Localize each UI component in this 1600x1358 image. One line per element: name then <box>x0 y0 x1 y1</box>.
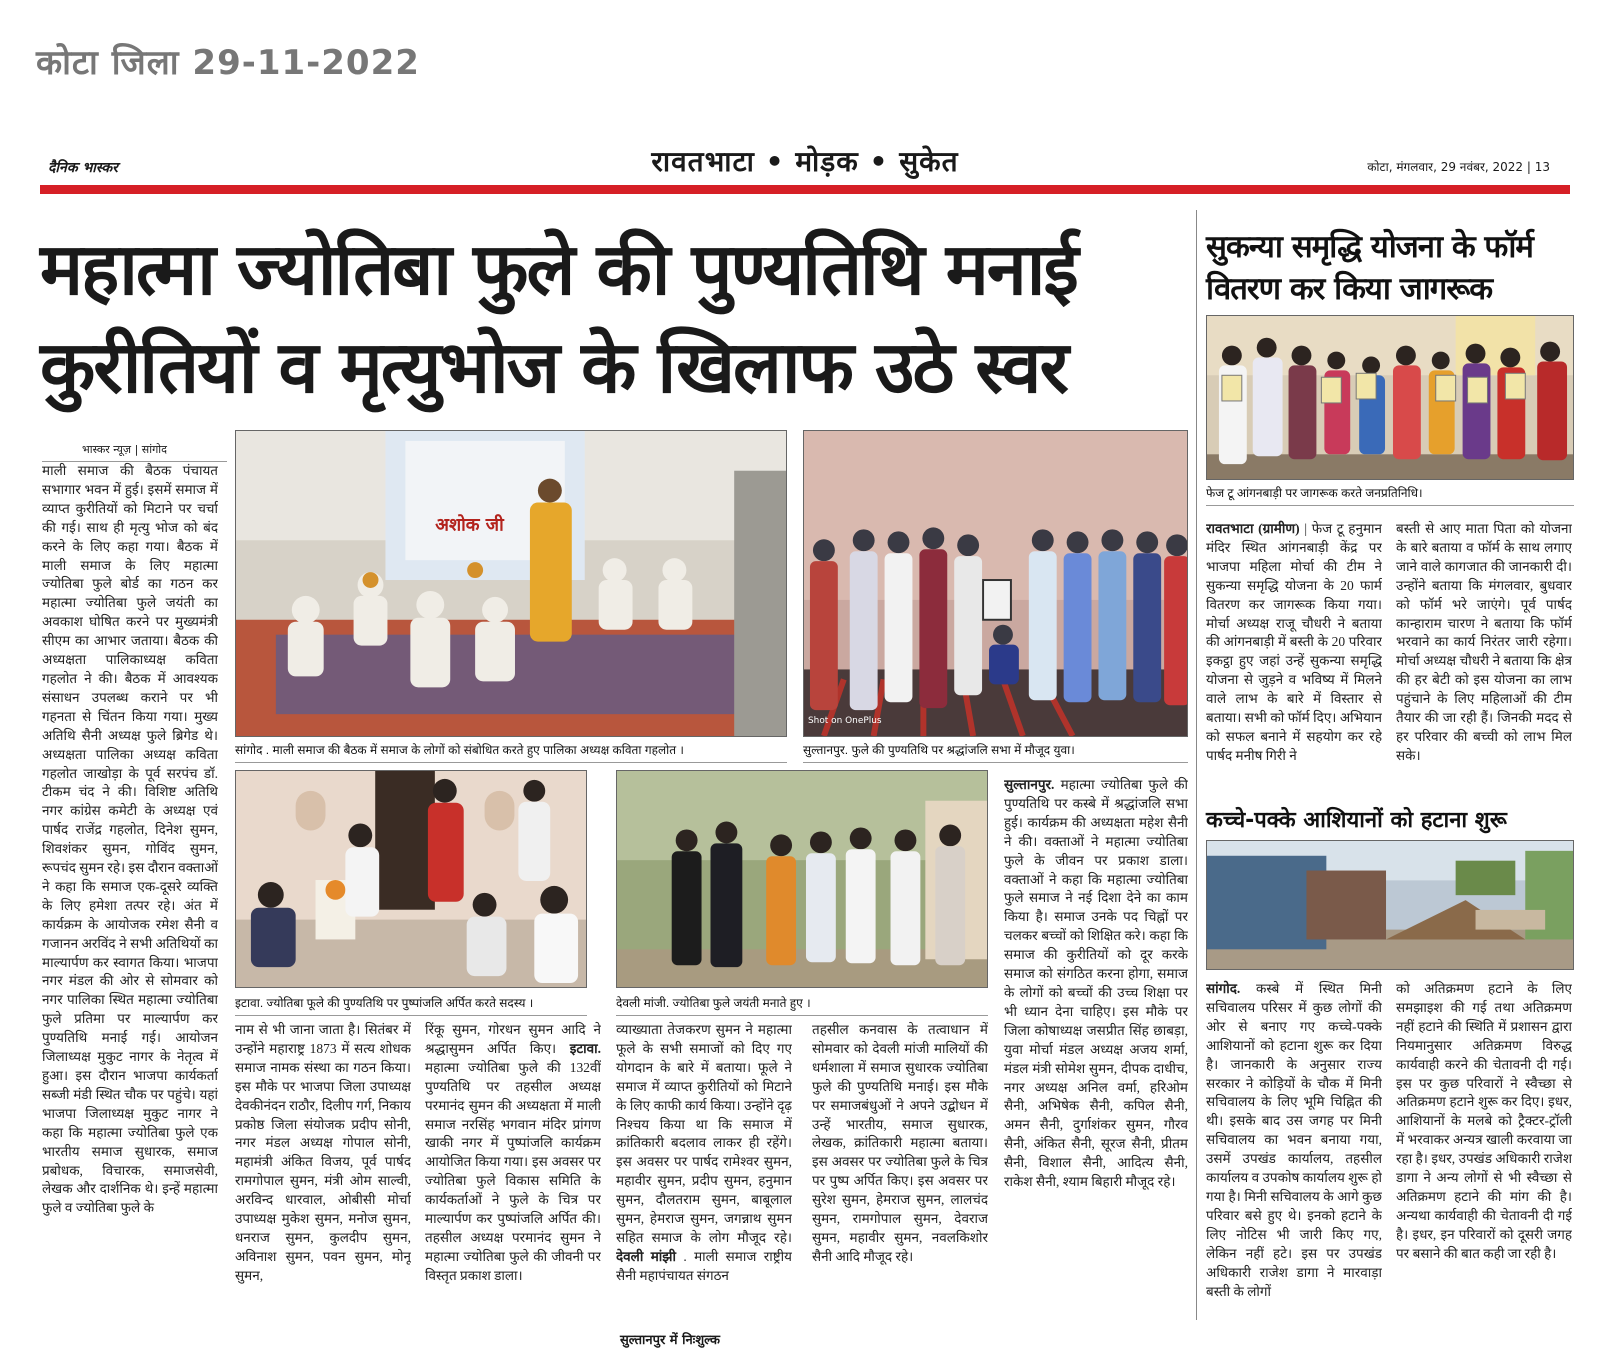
dateline: कोटा, मंगलवार, 29 नवंबर, 2022 | 13 <box>1367 160 1550 174</box>
bottom-teaser: सुल्तानपुर में निःशुल्क <box>620 1333 720 1348</box>
photo-anganwadi <box>1206 315 1574 480</box>
main-story-col-3 <box>425 1021 601 1320</box>
caption-photo-2: सुल्तानपुर. फुले की पुण्यतिथि पर श्रद्धांजलि सभा में मौजूद युवा। <box>803 741 1188 763</box>
side-story-1-col-2: बस्ती से आए माता पिता को योजना के बारे बताया व फॉर्म के साथ लगाए जाने वाले कागजात की जानकारी दी। उन्होंने बताया कि मंगलवार, बुधवार को फॉर्म भरे जाएंगे। पूर्व पार्षद कान्हाराम चारण ने बताया कि फॉर्म भरवाने का कार्य निरंतर जारी रहेगा। मोर्चा अध्यक्ष चौधरी ने बताया कि क्षेत्र की हर बेटी को इस योजना का लाभ पहुंचाने के लिए महिलाओं की टीम तैयार की जा रही हैं। जिनकी मदद से हर परिवार की बच्ची को लाभ मिल सके। <box>1396 521 1572 763</box>
newspaper-brand: दैनिक भास्कर <box>48 160 118 176</box>
main-story-col-5: तहसील कनवास के तत्वाधान में सोमवार को देवली मांजी मालियों की धर्मशाला में समाज सुधारक ज्योतिबा फुले की पुण्यतिथि मनाई। इस मौके पर समाजबंधुओं ने अपने उद्बोधन में उन्हें भारतीय, समाज सुधारक, लेखक, क्रांतिकारी महात्मा बताया। इस अवसर पर ज्योतिबा फुले के चित्र पर पुष्प अर्पित किए। इस अवसर पर सुरेश सुमन, हेमराज सुमन, लालचंद सुमन, रामगोपाल सुमन, देवराज सुमन, महावीर सुमन, नवलकिशोर सैनी आदि मौजूद रहे। <box>812 1022 988 1264</box>
section-title: रावतभाटा • मोड़क • सुकेत <box>651 145 959 178</box>
masthead <box>40 142 1570 182</box>
main-story-col-6 <box>1004 776 1188 1320</box>
caption-photo-1: सांगोद . माली समाज की बैठक में समाज के लोगों को संबोधित करते हुए पालिका अध्यक्ष कविता गहलोत । <box>235 741 787 763</box>
caption-photo-4: देवली मांजी. ज्योतिबा फुले जयंती मनाते हुए । <box>616 994 988 1016</box>
col3-pre: रिंकू सुमन, गोरधन सुमन आदि ने श्रद्धासुमन अर्पित किए। <box>425 1022 601 1056</box>
caption-photo-3: इटावा. ज्योतिबा फूले की पुण्यतिथि पर पुष्पांजलि अर्पित करते सदस्य । <box>235 994 587 1016</box>
headline-line-1: महात्मा ज्योतिबा फुले की पुण्यतिथि मनाई <box>40 227 1077 311</box>
headline-line-2: कुरीतियों व मृत्युभोज के खिलाफ उठे स्वर <box>40 325 1067 409</box>
main-story-col-2: नाम से भी जाना जाता है। सितंबर में उन्होंने महाराष्ट्र 1873 में सत्य शोधक समाज नामक संस्था का गठन किया। इस मौके पर भाजपा जिला उपाध्यक्ष देवकीनंदन राठौर, दिलीप गर्ग, निकाय प्रकोष्ठ जिला संयोजक प्रदीप सोनी, नगर मंडल अध्यक्ष गोपाल सोनी, महामंत्री अंकित विजय, पूर्व पार्षद रामगोपाल सुमन, मंत्री ओम साल्वी, अरविन्द धारवाल, ओबीसी मोर्चा उपाध्यक्ष मुकेश सुमन, मनोज सुमन, धनराज सुमन, कुलदीप सुमन, अविनाश सुमन, पवन सुमन, मोनू सुमन, <box>235 1022 411 1283</box>
photo-encroachment-removal <box>1206 840 1574 970</box>
main-headline <box>40 220 1190 416</box>
dateline-devli-manjhi: देवली मांझी <box>616 1248 676 1264</box>
side-1-col1-body: | फेज टू हनुमान मंदिर स्थित आंगनबाड़ी केंद्र पर भाजपा महिला मोर्चा की टीम ने सुकन्या समृद्धि योजना के 20 फार्म वितरण कर जागरूक किया गया। मोर्चा अध्यक्ष राजू चौधरी ने बताया की आंगनबाड़ी में बस्ती के 20 परिवार इकट्ठा हुए जहां उन्हें सुकन्या समृद्धि योजना से जुड़ने व भविष्य में मिलने वाले लाभ के बारे में विस्तार से बताया। सभी को फॉर्म दिए। अभियान को सफल बनाने में सहयोग कर रहे पार्षद मनीष गिरी ने <box>1206 521 1382 763</box>
main-story-col-1: माली समाज की बैठक पंचायत सभागार भवन में हुई। इसमें समाज में व्याप्त कुरीतियों को मिटाने पर चर्चा की गई। साथ ही मृत्यु भोज को बंद करने के लिए कहा गया। बैठक में माली समाज के लिए महात्मा ज्योतिबा फुले बोर्ड का गठन कर महात्मा ज्योतिबा फुले जयंती का अवकाश घोषित करने पर मुख्यमंत्री सीएम का आभार जताया। बैठक की अध्यक्षता पालिकाध्यक्ष कविता गहलोत ने की। बैठक में आवश्यक संसाधन उपलब्ध कराने पर भी गहनता से चिंतन किया गया। मुख्य अतिथि सैनी अध्यक्ष फुले ब्रिगेड थे। अध्यक्षता पालिका अध्यक्ष कविता गहलोत जाखोड़ा के पूर्व सरपंच डॉ. टीकम चंद ने की। विशिष्ट अतिथि नगर कांग्रेस कमेटी के अध्यक्ष एवं पार्षद राजेंद्र गहलोत, दिनेश सुमन, शिवशंकर सुमन, गोविंद सुमन, रूपचंद सुमन रहे। इस दौरान वक्ताओं ने कहा कि समाज एक-दूसरे व्यक्ति के लिए हमेशा तत्पर रहे। अंत में कार्यक्रम के आयोजक रमेश सैनी व गजानन अरविंद ने सभी अतिथियों का माल्यार्पण कर स्वागत किया। भाजपा नगर मंडल की ओर से सोमवार को नगर पालिका स्थित महात्मा ज्योतिबा फुले प्रतिमा पर माल्यार्पण कर पुण्यतिथि मनाई गई। आयोजन जिलाध्यक्ष मुकुट नागर के नेतृत्व में हुआ। इस दौरान भाजपा कार्यकर्ता सब्जी मंडी स्थित चौक पर पहुंचे। यहां भाजपा जिलाध्यक्ष मुकुट नागर ने कहा कि महात्मा ज्योतिबा फुले एक भारतीय समाज सुधारक, समाज प्रबोधक, विचारक, समाजसेवी, लेखक और दार्शनिक थे। इन्हें महात्मा फुले व ज्योतिबा फुले के <box>42 463 218 1216</box>
col3-body: महात्मा ज्योतिबा फुले की 132वीं पुण्यतिथि पर तहसील अध्यक्ष परमानंद सुमन की अध्यक्षता में माली समाज नरसिंह भगवान मंदिर प्रांगण खाकी नगर में पुष्पांजलि कार्यक्रम आयोजित किया गया। इस अवसर पर ज्योतिबा फुले विकास समिति के कार्यकर्ताओं ने फुले के चित्र पर माल्यार्पण कर पुष्पांजलि अर्पित की। तहसील अध्यक्ष परमानंद सुमन ने महात्मा ज्योतिबा फुले की जीवनी पर विस्तृत प्रकाश डाला। <box>425 1059 601 1283</box>
byline: भास्कर न्यूज़ | सांगोद <box>42 440 227 462</box>
side-story-1-col-1 <box>1206 520 1382 790</box>
main-story-col-4 <box>616 1021 792 1320</box>
col6-body: महात्मा ज्योतिबा फुले की पुण्यतिथि पर कस्बे में श्रद्धांजलि सभा हुई। कार्यक्रम की अध्यक्षता महेश सैनी ने की। वक्ताओं ने महात्मा ज्योतिबा फुले के जीवन पर प्रकाश डाला। वक्ताओं ने कहा कि महात्मा ज्योतिबा फुले समाज ने नई दिशा देने का काम किया है। समाज उनके पद चिह्नों पर चलकर बच्चों को शिक्षित करे। कहा कि समाज की कुरीतियों को दूर करके समाज को संगठित करना होगा, समाज के लोगों को बच्चों की उच्च शिक्षा पर भी ध्यान देना चाहिए। इस मौके पर जिला कोषाध्यक्ष जसप्रीत सिंह छाबड़ा, युवा मोर्चा मंडल अध्यक्ष अजय शर्मा, मंडल मंत्री सोमेश सुमन, दीपक दाधीच, नगर अध्यक्ष अनिल वर्मा, हरिओम सैनी, अभिषेक सैनी, कपिल सैनी, अमन सैनी, दुर्गाशंकर सुमन, गौरव सैनी, अंकित सैनी, सूरज सैनी, प्रीतम सैनी, विशाल सैनी, आदित्य सैनी, राकेश सैनी, श्याम बिहारी मौजूद रहे। <box>1004 777 1188 1190</box>
side-story-2-headline: कच्चे-पक्के आशियानों को हटाना शुरू <box>1206 808 1507 833</box>
dateline-sangod: सांगोद. <box>1206 981 1241 996</box>
bottom-teaser-strip <box>40 1330 1570 1358</box>
banner-text: अशोक जी <box>435 514 504 536</box>
caption-side-1: फेज टू आंगनबाड़ी पर जागरूक करते जनप्रतिनिधि। <box>1206 484 1574 506</box>
side-2-col1-body: कस्बे में स्थित मिनी सचिवालय परिसर में कुछ लोगों की ओर से बनाए गए कच्चे-पक्के आशियानों को हटाना शुरू कर दिया है। जानकारी के अनुसार राज्य सरकार ने कोड़ियों के चौक में मिनी सचिवालय के लिए भूमि चिह्नित की थी। इसके बाद उस जगह पर मिनी सचिवालय का भवन बनाया गया, उसमें उपखंड कार्यालय, तहसील कार्यालय व उपकोष कार्यालय शुरू हो गया है। मिनी सचिवालय के आगे कुछ परिवार बसे हुए थे। इनको हटाने के लिए नोटिस भी जारी किए गए, लेकिन नहीं हटे। इस पर उपखंड अधिकारी राजेश डागा ने मारवाड़ा बस्ती के लोगों <box>1206 981 1382 1299</box>
photo-sultanpur-youth <box>803 430 1188 737</box>
masthead-rule <box>40 185 1570 194</box>
side-story-2-col-2: को अतिक्रमण हटाने के लिए समझाइश की गई तथा अतिक्रमण नहीं हटाने की स्थिति में प्रशासन द्वारा नियमानुसार अतिक्रमण विरुद्ध कार्यवाही करने की चेतावनी दी गई। इस पर कुछ परिवारों ने स्वैच्छा से अतिक्रमण हटाने शुरू कर दिए। इधर, आशियानों के मलबे को ट्रैक्टर-ट्रॉली में भरवाकर अन्यत्र खाली करवाया जा रहा है। इधर, उपखंड अधिकारी राजेश डागा ने अन्य लोगों से भी स्वैच्छा से अतिक्रमण हटाने की मांग की है। अन्यथा कार्यवाही की चेतावनी दी गई है। इधर, इन परिवारों को दूसरी जगह पर बसाने की बात कही जा रही है। <box>1396 981 1572 1261</box>
col4-body-a: व्याख्याता तेजकरण सुमन ने महात्मा फूले के सभी समाजों को दिए गए योगदान के बारे में बताया। फूले ने समाज में व्याप्त कुरीतियों को मिटाने के लिए काफी कार्य किया। उन्होंने दृढ़ निश्चय किया था कि समाज में क्रांतिकारी बदलाव लाकर ही रहेंगे। इस अवसर पर पार्षद रामेश्वर सुमन, महावीर सुमन, प्रदीप सुमन, हनुमान सुमन, दौलतराम सुमन, बाबूलाल सुमन, हेमराज सुमन, जगन्नाथ सुमन सहित समाज के लोग मौजूद रहे। <box>616 1022 792 1245</box>
clip-label: कोटा जिला 29-11-2022 <box>36 43 420 83</box>
watermark-text: Shot on OnePlus <box>807 716 882 727</box>
dateline-sultanpur: सुल्तानपुर. <box>1004 777 1055 792</box>
photo-itawa-tribute <box>235 770 587 988</box>
photo-devli-manjhi <box>616 770 988 988</box>
side-story-1-headline: सुकन्या समृद्धि योजना के फॉर्म वितरण कर किया जागरूक <box>1206 229 1533 307</box>
dateline-rawatbhata: रावतभाटा (ग्रामीण) <box>1206 521 1300 536</box>
dateline-itawa: इटावा. <box>569 1040 601 1056</box>
column-divider <box>1196 210 1197 1320</box>
side-story-2-col-1 <box>1206 980 1382 1320</box>
photo-sangod-meeting <box>235 430 787 737</box>
col4-body-b: . माली समाज राष्ट्रीय सैनी महापंचायत संगठन <box>616 1248 792 1283</box>
